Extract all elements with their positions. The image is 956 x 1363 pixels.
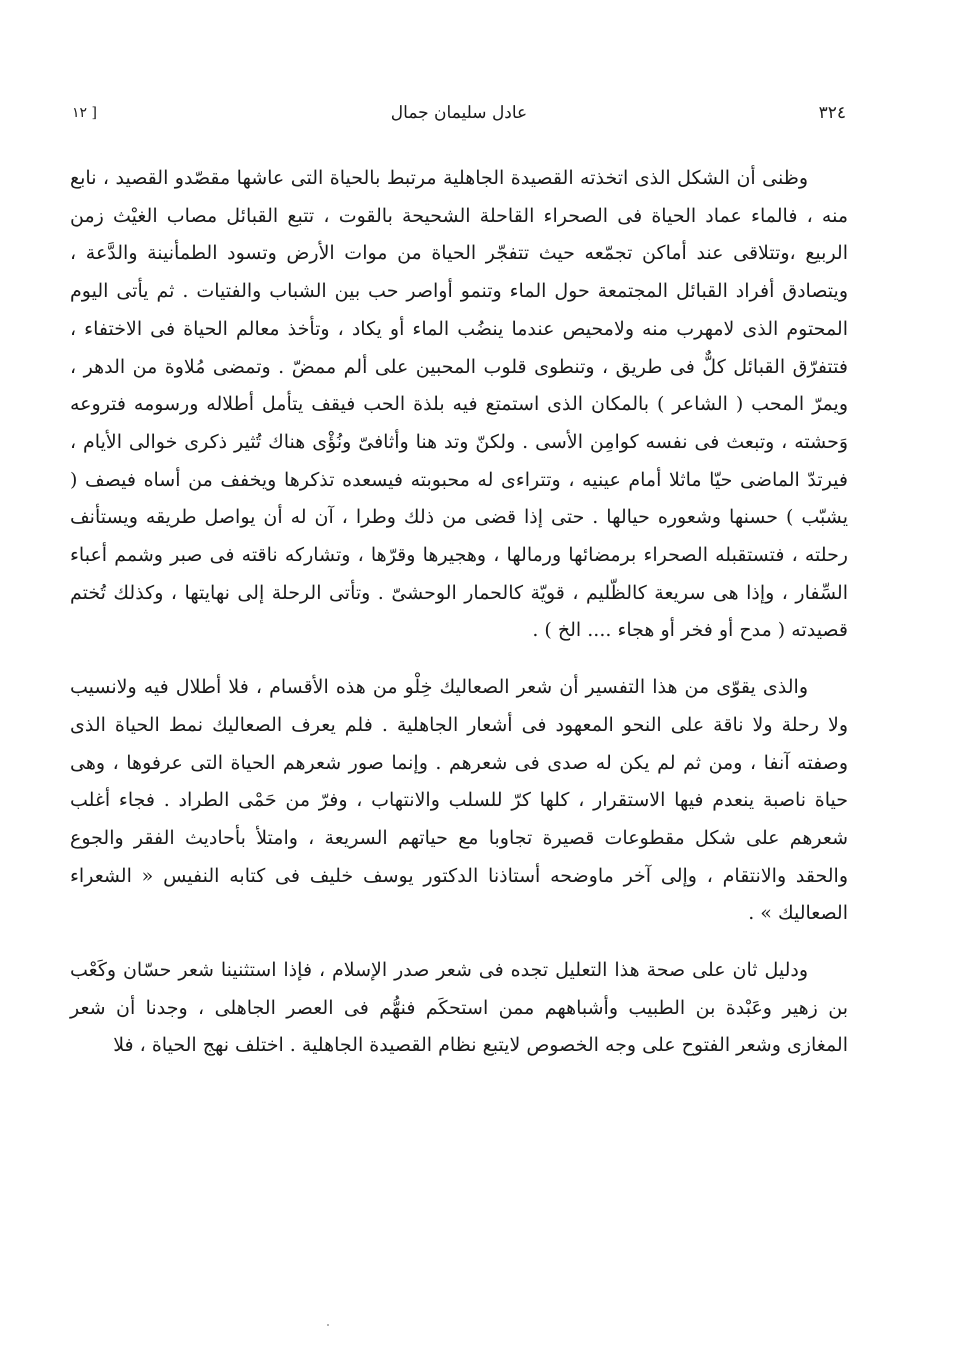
body-text bbox=[70, 160, 848, 1065]
paragraph-3: ودليل ثان على صحة هذا التعليل تجده فى شعر صدر الإسلام ، فإذا استثنينا شعر حسّان وكَعْب بن زهير وعَبْدة بن الطبيب وأشباههم ممن استحكَم فنهُّم فى العصر الجاهلى ، وجدنا أن شعر المغازى وشعر الفتوح على وجه الخصوص لايتبع نظام القصيدة الجاهلية . اختلف نهج الحياة ، فلا bbox=[70, 959, 848, 1057]
running-title: عادل سليمان جمال bbox=[390, 103, 528, 123]
section-mark: [ ١٢ bbox=[72, 105, 97, 121]
paragraph-1: وظنى أن الشكل الذى اتخذته القصيدة الجاهلية مرتبط بالحياة التى عاشها مقصّدو القصيد ، نابع منه ، فالماء عماد الحياة فى الصحراء القاحلة الشحيحة بالقوت ، تتبع القبائل مصاب الغيْث زمن الربيع ،وتتلاقى عند أماكن تجمّعه حيث تتفجّر الحياة من موات الأرض وتسود الطمأنينة والدَّعة ، ويتصادق أفراد القبائل المجتمعة حول الماء وتنمو أواصر حب بين الشباب والفتيات . ثم يأتى اليوم المحتوم الذى لامهرب منه ولامحيص عندما ينضُب الماء أو يكاد ، وتأخذ معالم الحياة فى الاختفاء ، فتتفرّق القبائل كلٌّ فى طريق ، وتنطوى قلوب المحبين على ألم ممضّ . وتمضى مُلاوة من الدهر ، ويمرّ المحب ( الشاعر ) بالمكان الذى استمتع فيه بلذة الحب فيقف يتأمل أطلاله ورسومه فتروعه وَحشته ، وتبعث فى نفسه كوامِن الأسى . ولكنّ وتد هنا وأثافىّ ونُؤْى هناك تُثير ذكرى خوالى الأيام ، فيرتدّ الماضى حيّا ماثلا أمام عينيه ، وتتراءى له محبوبته فيسعده تذكرها ويخفف من أساه فيصف ( يشبّب ) حسنها وشعوره حيالها . حتى إذا قضى من ذلك وطرا ، آن له أن يواصل طريقه ويستأنف رحلته ، فتستقبله الصحراء برمضائها ورمالها ، وهجيرها وقرّها ، وتشاركه ناقته فى صبر وشمم أعباء السِّفار ، وإذا هى سريعة كالظّليم ، قويّة كالحمار الوحشىّ . وتأتى الرحلة إلى نهايتها ، وكذلك تُختم قصيدته ( مدح أو فخر أو هجاء .... الخ ) . bbox=[70, 167, 848, 642]
paragraph-2: والذى يقوّى من هذا التفسير أن شعر الصعاليك خِلْو من هذه الأقسام ، فلا أطلال فيه ولانسيب ولا رحلة ولا ناقة على النحو المعهود فى أشعار الجاهلية . فلم يعرف الصعاليك نمط الحياة الذى وصفته آنفا ، ومن ثم لم يكن له صدى فى شعرهم . وإنما صور شعرهم الحياة التى عرفوها ، وهى حياة ناصبة ينعدم فيها الاستقرار ، كلها كرّ للسلب والانتهاب ، وفرّ من حَمْى الطراد . فجاء أغلب شعرهم على شكل مقطوعات قصيرة تجاوبا مع حياتهم السريعة ، وامتلأ بأحاديث الفقر والجوع والحقد والانتقام ، وإلى آخر ماوضحه أستاذنا الدكتور يوسف خليف فى كتابه النفيس « الشعراء الصعاليك » . bbox=[70, 676, 848, 925]
scan-speck bbox=[327, 1324, 329, 1326]
running-header bbox=[72, 98, 846, 128]
page-number: ٣٢٤ bbox=[818, 103, 846, 123]
